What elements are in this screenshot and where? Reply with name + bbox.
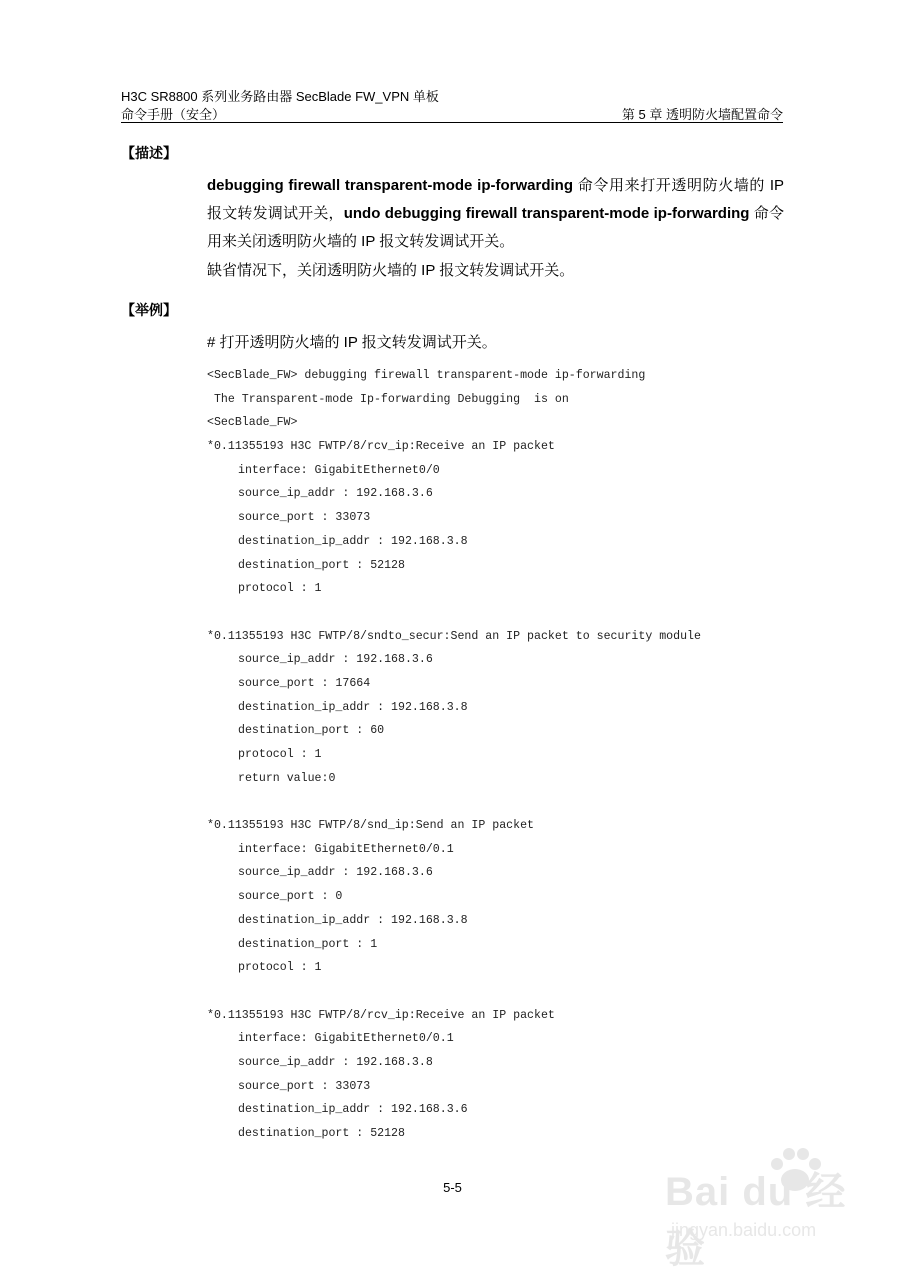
code-line: source_ip_addr : 192.168.3.6 <box>238 653 433 667</box>
code-line: destination_ip_addr : 192.168.3.8 <box>238 700 468 714</box>
code-line: destination_port : 52128 <box>238 1127 405 1140</box>
header-divider <box>121 122 783 123</box>
disable-command-text: 命令用来关闭透明防火墙的 IP 报文转发调试开关。 <box>207 205 784 250</box>
code-line: protocol : 1 <box>238 748 322 761</box>
code-blank-line <box>207 980 807 1004</box>
code-line: *0.11355193 H3C FWTP/8/sndto_secur:Send an IP packet to security module <box>207 629 701 643</box>
code-line: destination_port : 1 <box>238 937 378 951</box>
code-line: interface: GigabitEthernet0/0 <box>238 463 440 477</box>
code-line: destination_ip_addr : 192.168.3.6 <box>238 1103 468 1117</box>
code-line: source_port : 33073 <box>238 511 371 525</box>
enable-command-text: 命令用来打开透明防火墙的 IP 报文转发调试开关， <box>207 177 784 222</box>
code-blank-line <box>207 601 807 625</box>
code-line: interface: GigabitEthernet0/0.1 <box>238 842 454 856</box>
code-line: protocol : 1 <box>238 582 322 596</box>
code-line: interface: GigabitEthernet0/0.1 <box>238 1032 454 1046</box>
header-chapter: 第 5 章 透明防火墙配置命令 <box>621 107 783 122</box>
disable-command: undo debugging firewall transparent-mode ip-forwarding <box>343 205 750 222</box>
description-heading: 【描述】 <box>121 145 177 161</box>
code-line: return value:0 <box>238 771 336 785</box>
watermark-logo-text: Bai du 经验 <box>665 1170 847 1271</box>
page-number: 5-5 <box>443 1180 462 1195</box>
code-line: destination_ip_addr : 192.168.3.8 <box>238 913 468 927</box>
baidu-watermark <box>655 1140 875 1271</box>
code-line: source_ip_addr : 192.168.3.6 <box>238 866 433 880</box>
example-intro: # 打开透明防火墙的 IP 报文转发调试开关。 <box>207 334 497 351</box>
code-line: source_port : 33073 <box>238 1079 371 1093</box>
code-line: protocol : 1 <box>238 961 322 975</box>
code-line: source_ip_addr : 192.168.3.8 <box>238 1055 433 1069</box>
code-line: <SecBlade_FW> <box>207 416 298 430</box>
default-state-paragraph: 缺省情况下，关闭透明防火墙的 IP 报文转发调试开关。 <box>207 262 575 279</box>
code-line: *0.11355193 H3C FWTP/8/rcv_ip:Receive an IP packet <box>207 1008 555 1022</box>
code-blank-line <box>207 790 807 814</box>
header-title: H3C SR8800 系列业务路由器 SecBlade FW_VPN 单板 <box>121 89 439 104</box>
code-line: source_port : 0 <box>238 890 343 904</box>
description-paragraph <box>207 172 784 256</box>
enable-command: debugging firewall transparent-mode ip-forwarding <box>207 177 573 194</box>
code-line: The Transparent-mode Ip-forwarding Debugging is on <box>207 392 569 406</box>
code-line: destination_port : 52128 <box>238 558 405 572</box>
code-line: destination_port : 60 <box>238 724 385 738</box>
example-heading: 【举例】 <box>121 302 177 318</box>
code-line: destination_ip_addr : 192.168.3.8 <box>238 534 468 548</box>
code-line: source_port : 17664 <box>238 676 371 690</box>
header-manual-name: 命令手册（安全） <box>121 107 226 122</box>
code-line: *0.11355193 H3C FWTP/8/snd_ip:Send an IP packet <box>207 819 534 833</box>
watermark-url: jingyan.baidu.com <box>671 1220 817 1240</box>
code-line: source_ip_addr : 192.168.3.6 <box>238 487 433 501</box>
code-line: <SecBlade_FW> debugging firewall transparent-mode ip-forwarding <box>207 369 646 382</box>
code-line: *0.11355193 H3C FWTP/8/rcv_ip:Receive an IP packet <box>207 440 555 454</box>
code-block <box>207 364 807 1146</box>
